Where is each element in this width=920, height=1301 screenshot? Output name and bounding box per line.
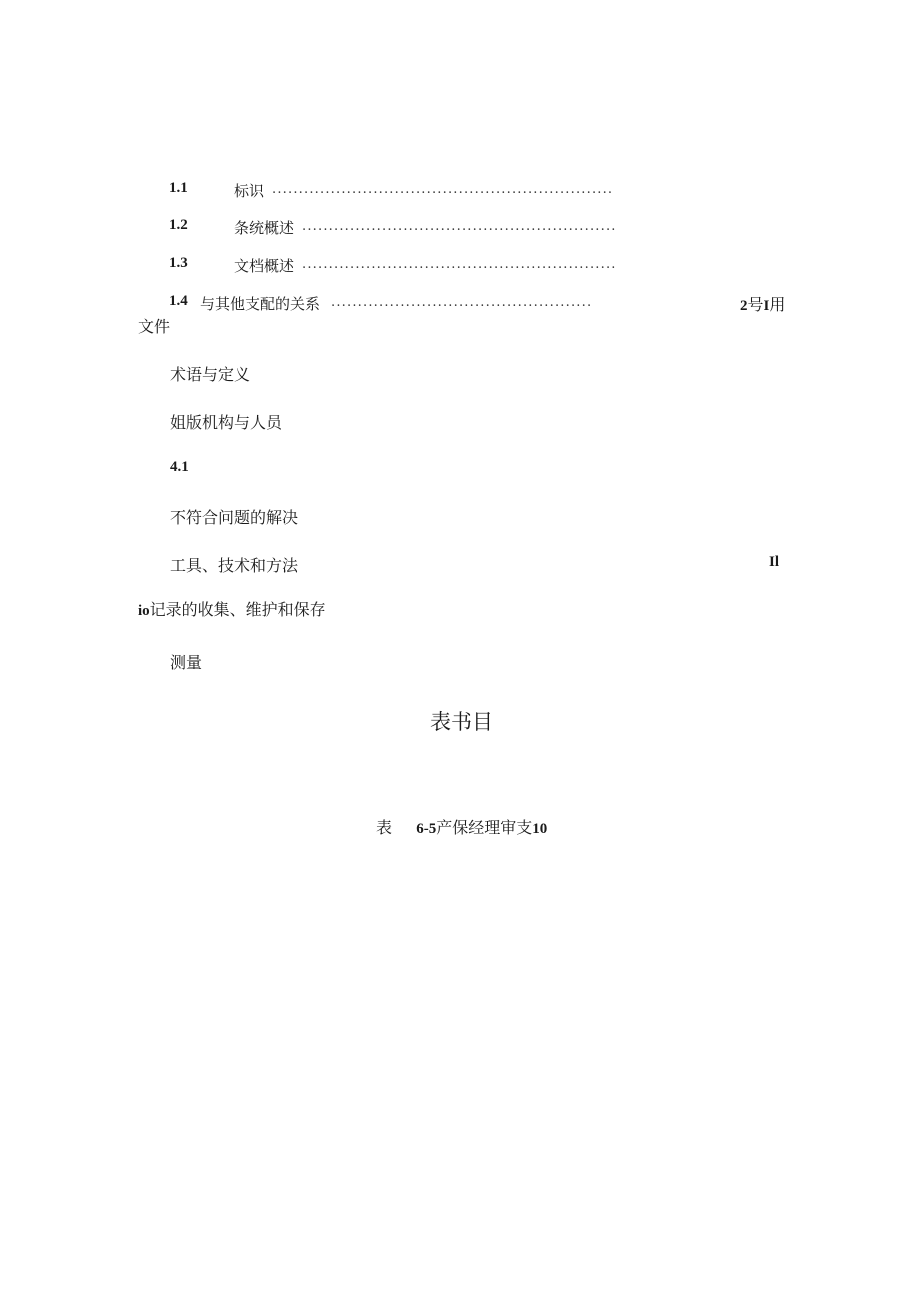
toc-entry-1-4-tail-text: 号 — [747, 295, 764, 314]
toc-terms-line: 术语与定义 — [170, 365, 251, 384]
toc-records-text: 记录的收集、维护和保存 — [149, 600, 326, 619]
toc-entry-1-1-leader: ................................................................ — [272, 182, 614, 197]
toc-entry-1-3-leader: ........................................................... — [302, 257, 617, 272]
toc-entry-1-1-title: 标识 — [234, 182, 265, 200]
toc-entry-1-4-number: 1.4 — [169, 293, 188, 309]
toc-entry-1-4-tail-bold: I — [763, 298, 770, 314]
toc-wrap-text: 文件 — [138, 317, 171, 336]
toc-section-4-1: 4.1 — [170, 459, 189, 475]
table-list-heading: 表书目 — [430, 710, 493, 734]
toc-records-prefix: io — [138, 603, 150, 619]
toc-entry-1-4-page: 2 — [740, 298, 748, 314]
toc-nonconform-line: 不符合问题的解决 — [170, 508, 299, 527]
toc-tools-page: Il — [769, 554, 780, 570]
table-entry-number: 6-5 — [416, 821, 437, 837]
toc-entry-1-4-tail — [740, 292, 785, 315]
toc-org-line: 姐版机构与人员 — [170, 413, 283, 432]
toc-entry-1-4-title: 与其他支配的关系 — [200, 295, 321, 313]
toc-tools-line: 工具、技术和方法 — [170, 556, 299, 575]
toc-records-line — [138, 597, 326, 620]
toc-entry-1-3-title: 文档概述 — [234, 257, 295, 275]
toc-entry-1-1-number: 1.1 — [169, 180, 188, 196]
toc-entry-1-4-tail-text-2: 用 — [769, 295, 786, 314]
toc-measure-line: 测量 — [170, 653, 203, 672]
toc-entry-1-2-leader: ........................................................... — [302, 219, 617, 234]
toc-entry-1-3-number: 1.3 — [169, 255, 188, 271]
table-entry-prefix: 表 — [376, 818, 393, 837]
toc-entry-1-4-leader: ................................................. — [331, 295, 593, 310]
toc-entry-1-2-number: 1.2 — [169, 217, 188, 233]
table-list-entry — [376, 815, 547, 838]
toc-entry-1-2-title: 条统概述 — [234, 219, 295, 237]
table-entry-title: 产保经理审支 — [436, 818, 533, 837]
table-entry-page: 10 — [532, 821, 548, 837]
